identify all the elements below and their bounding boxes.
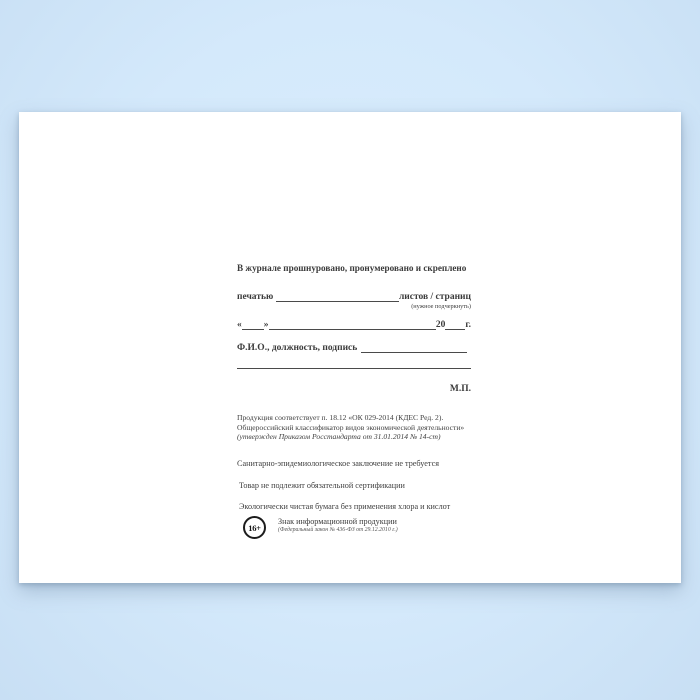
age-16-icon: 16+ <box>243 516 266 539</box>
age-mark-row <box>237 516 477 539</box>
blank-line-full-width <box>237 361 471 369</box>
sheets-pages-label: листов / страниц <box>398 292 471 302</box>
sealed-sheets-line <box>237 291 471 303</box>
sealed-label: печатью <box>237 292 274 302</box>
sanitary-statement: Санитарно-эпидемиологическое заключение не требуется <box>237 459 439 468</box>
blank-line-sheets-count <box>276 301 399 302</box>
certification-statement: Товар не подлежит обязательной сертификации <box>239 481 405 490</box>
okved-line-3: (утвержден Приказом Росстандарта от 31.01.2014 № 14-ст) <box>237 432 441 442</box>
date-line <box>237 319 471 331</box>
binding-statement: В журнале прошнуровано, пронумеровано и скреплено <box>237 263 467 273</box>
blank-line-signature <box>361 352 467 353</box>
stamp-place-abbr: М.П. <box>449 384 471 394</box>
signature-line <box>237 342 471 354</box>
okved-paragraph <box>237 413 471 442</box>
open-quote: « <box>237 320 242 330</box>
underline-note: (нужное подчеркнуть) <box>411 303 471 310</box>
blank-line-day <box>242 329 264 330</box>
eco-paper-statement: Экологически чистая бумага без применения хлора и кислот <box>239 502 451 511</box>
age-mark-text <box>278 516 398 534</box>
journal-back-page <box>19 112 681 583</box>
close-quote: » <box>263 320 269 330</box>
age-mark-title: Знак информационной продукции <box>278 517 397 526</box>
signature-label: Ф.И.О., должность, подпись <box>237 343 358 353</box>
okved-line-1: Продукция соответствует п. 18.12 «ОК 029-2014 (КДЕС Ред. 2). <box>237 413 444 422</box>
blank-line-year <box>445 329 465 330</box>
year-prefix: 20 <box>435 320 446 330</box>
year-suffix: г. <box>465 320 471 330</box>
okved-line-2: Общероссийский классификатор видов экономической деятельности» <box>237 422 465 432</box>
blank-line-month <box>269 329 436 330</box>
age-mark-law: (Федеральный закон № 436-ФЗ от 29.12.2010 г.) <box>278 527 398 533</box>
